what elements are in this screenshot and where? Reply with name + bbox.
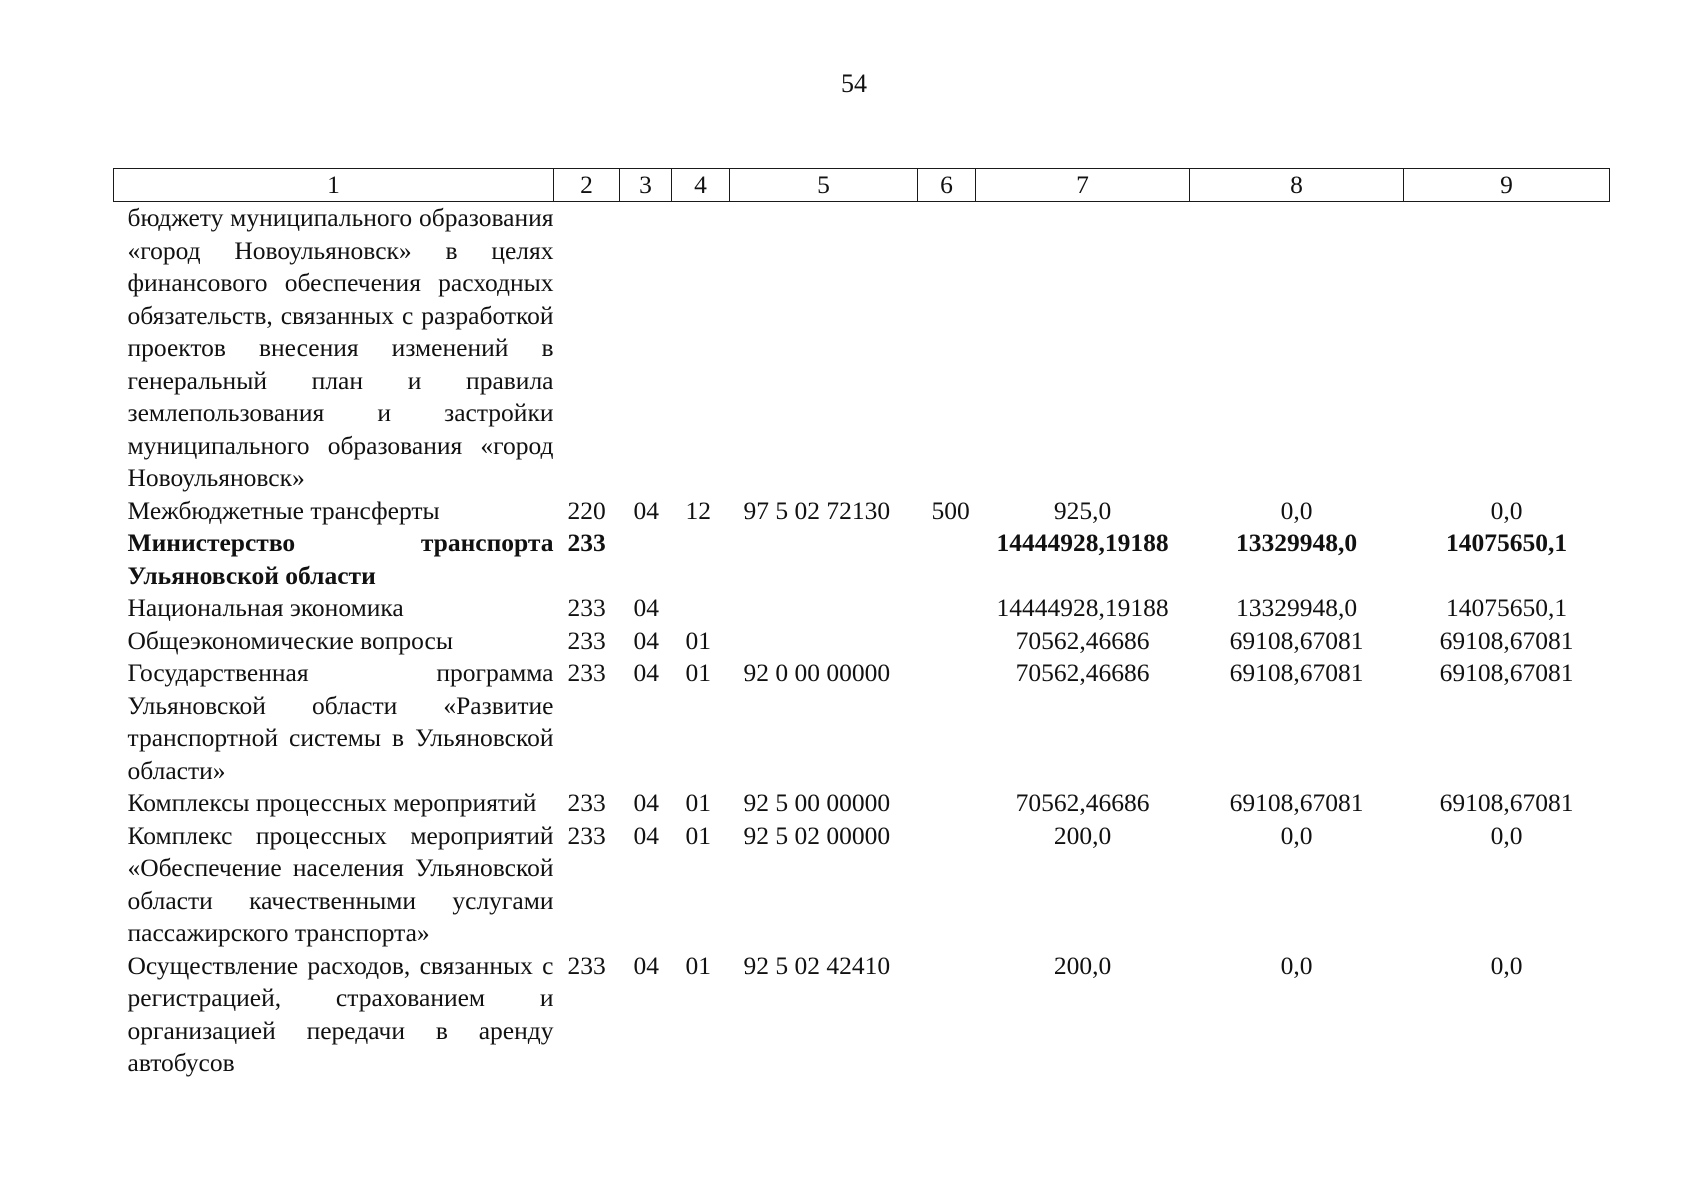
table-row	[114, 657, 1610, 787]
row-col-4: 01	[685, 820, 711, 850]
row-col-7: 70562,46686	[1015, 788, 1150, 817]
row-name: Общеэкономические вопросы	[127, 625, 453, 655]
row-col-2: 233	[567, 528, 606, 557]
budget-table	[113, 168, 1610, 1080]
row-col-2	[554, 202, 620, 495]
row-col-4	[672, 202, 730, 495]
row-col-9: 69108,67081	[1439, 788, 1574, 817]
header-cell: 7	[976, 169, 1190, 202]
row-name: бюджету муниципального образования «город Новоульяновск» в целях финансового обеспечения расходных обязательств, связанных с разработкой проектов внесения изменений в генеральный план и правила землепользования и застройки муниципального образования «город Новоульяновск»	[127, 203, 554, 492]
table-row	[114, 592, 1610, 625]
row-col-2: 220	[567, 495, 606, 525]
row-col-4	[672, 527, 730, 592]
row-col-7: 200,0	[1053, 820, 1112, 850]
table-row	[114, 950, 1610, 1080]
row-col-3: 04	[633, 950, 659, 980]
row-col-9: 14075650,1	[1445, 528, 1568, 557]
row-col-3	[620, 202, 672, 495]
row-col-4: 01	[685, 788, 711, 817]
row-col-3: 04	[633, 658, 659, 687]
row-col-9	[1404, 202, 1610, 495]
row-col-4: 01	[685, 625, 711, 655]
row-name: Межбюджетные трансферты	[127, 495, 440, 525]
row-col-8: 13329948,0	[1235, 593, 1358, 622]
header-cell: 3	[620, 169, 672, 202]
row-col-6	[918, 657, 976, 787]
row-name: Комплекс процессных мероприятий «Обеспечение населения Ульяновской области качественными услугами пассажирского транспорта»	[127, 820, 554, 947]
header-cell: 2	[554, 169, 620, 202]
row-col-3: 04	[633, 788, 659, 817]
row-col-6	[918, 950, 976, 1080]
row-col-9: 0,0	[1490, 950, 1523, 980]
row-col-9: 69108,67081	[1439, 625, 1574, 655]
row-col-5	[730, 625, 918, 658]
row-col-8: 0,0	[1280, 495, 1313, 525]
row-col-5	[730, 592, 918, 625]
header-cell: 8	[1190, 169, 1404, 202]
row-col-8: 0,0	[1280, 820, 1313, 850]
row-col-6	[918, 527, 976, 592]
row-col-6	[918, 787, 976, 820]
row-name: Государственная программа Ульяновской области «Развитие транспортной системы в Ульяновской области»	[127, 658, 554, 785]
row-col-4: 01	[685, 950, 711, 980]
row-col-6	[918, 592, 976, 625]
row-name: Национальная экономика	[127, 593, 404, 622]
table-row	[114, 527, 1610, 592]
row-col-2: 233	[567, 820, 606, 850]
row-col-3: 04	[633, 495, 659, 525]
row-col-8: 13329948,0	[1235, 528, 1358, 557]
row-col-9: 0,0	[1490, 820, 1523, 850]
row-col-8: 69108,67081	[1229, 788, 1364, 817]
row-col-2: 233	[567, 788, 606, 817]
row-col-6	[918, 625, 976, 658]
row-col-7: 70562,46686	[1015, 658, 1150, 687]
row-col-7: 14444928,19188	[996, 528, 1169, 557]
row-col-3	[620, 527, 672, 592]
header-cell: 4	[672, 169, 730, 202]
row-col-6: 500	[931, 495, 970, 525]
page-number: 54	[841, 69, 867, 98]
row-name: Осуществление расходов, связанных с регистрацией, страхованием и организацией передачи в аренду автобусов	[127, 950, 554, 1077]
row-col-8: 69108,67081	[1229, 658, 1364, 687]
row-col-5	[730, 202, 918, 495]
row-col-5: 92 5 00 00000	[743, 788, 891, 817]
row-col-3: 04	[633, 593, 659, 622]
row-col-7: 14444928,19188	[996, 593, 1169, 622]
table-row	[114, 495, 1610, 528]
row-col-5: 92 5 02 42410	[743, 950, 891, 980]
row-col-6	[918, 820, 976, 950]
row-col-3: 04	[633, 820, 659, 850]
row-col-2: 233	[567, 950, 606, 980]
row-name: Комплексы процессных мероприятий	[127, 788, 537, 817]
header-cell: 6	[918, 169, 976, 202]
row-col-4	[672, 592, 730, 625]
header-cell: 5	[730, 169, 918, 202]
header-row	[114, 169, 1610, 202]
row-col-4: 01	[685, 658, 711, 687]
table-row	[114, 820, 1610, 950]
row-col-3: 04	[633, 625, 659, 655]
row-col-5: 92 0 00 00000	[743, 658, 891, 687]
table-row	[114, 202, 1610, 495]
row-col-9: 14075650,1	[1445, 593, 1568, 622]
row-col-2: 233	[567, 593, 606, 622]
row-col-8	[1190, 202, 1404, 495]
row-col-9: 69108,67081	[1439, 658, 1574, 687]
header-cell: 9	[1404, 169, 1610, 202]
row-col-5	[730, 527, 918, 592]
row-col-7: 70562,46686	[1015, 625, 1150, 655]
row-col-2: 233	[567, 658, 606, 687]
row-col-9: 0,0	[1490, 495, 1523, 525]
row-col-7	[976, 202, 1190, 495]
header-cell: 1	[114, 169, 554, 202]
row-col-5: 92 5 02 00000	[743, 820, 891, 850]
row-col-4: 12	[685, 495, 711, 525]
row-col-8: 0,0	[1280, 950, 1313, 980]
table-row	[114, 787, 1610, 820]
row-col-8: 69108,67081	[1229, 625, 1364, 655]
row-col-2: 233	[567, 625, 606, 655]
row-col-7: 200,0	[1053, 950, 1112, 980]
row-col-5: 97 5 02 72130	[743, 495, 891, 525]
row-col-7: 925,0	[1053, 495, 1112, 525]
table-row	[114, 625, 1610, 658]
row-col-6	[918, 202, 976, 495]
row-name: Министерство транспорта Ульяновской области	[127, 528, 554, 590]
